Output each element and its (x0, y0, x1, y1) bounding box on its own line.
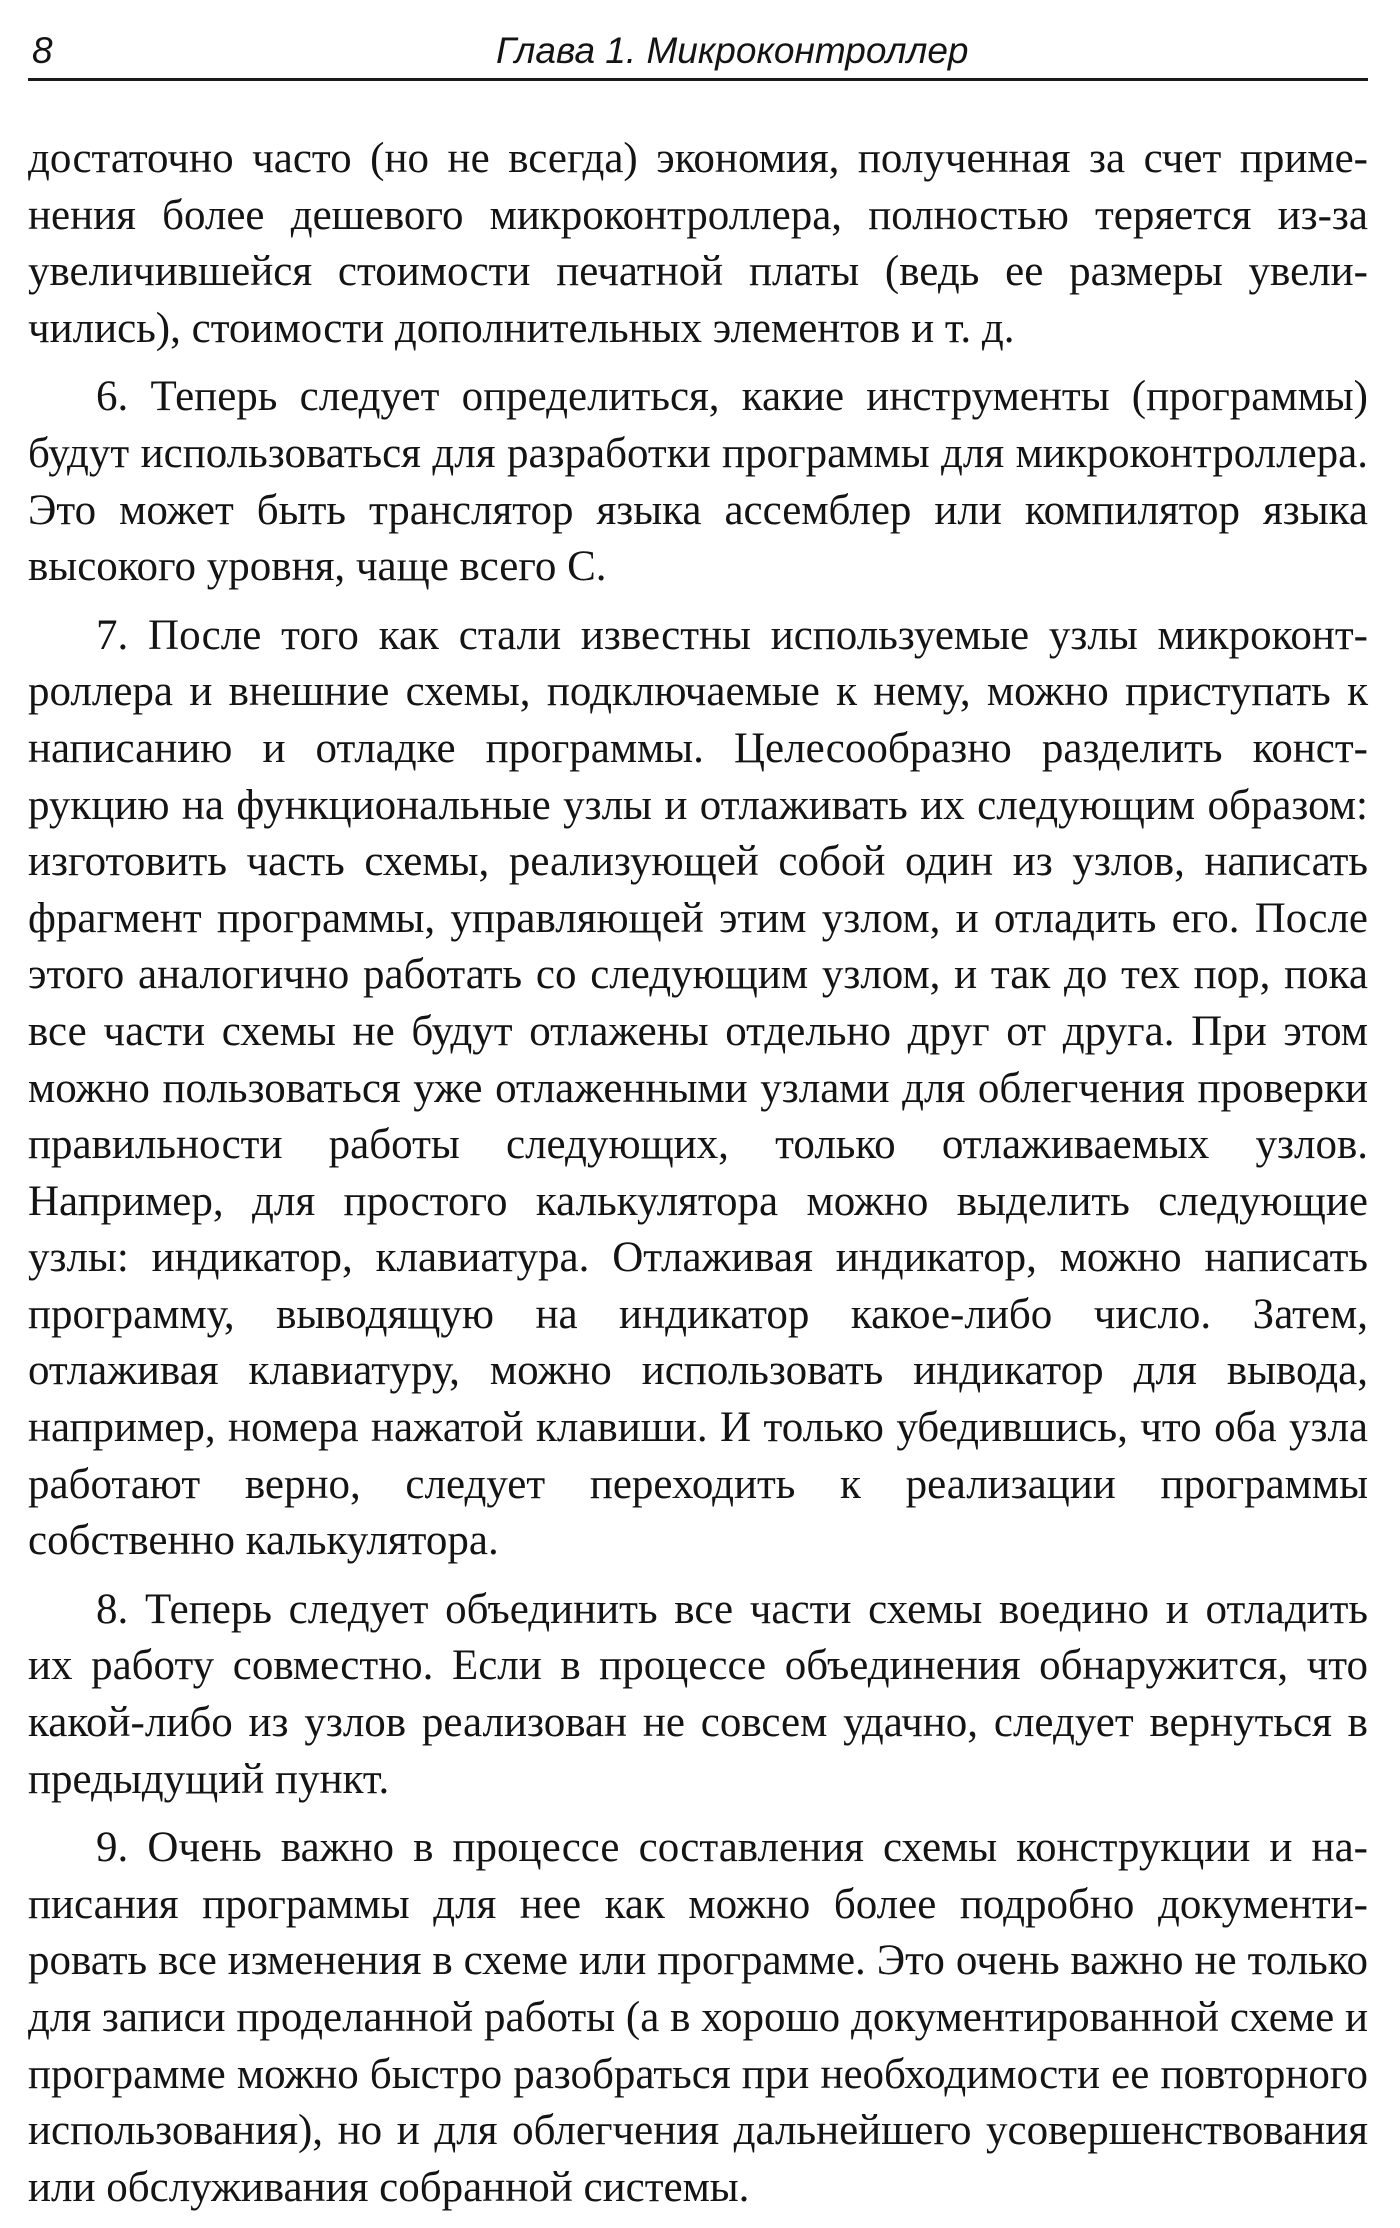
paragraph-item-9: 9. Очень важно в процессе составления схемы конструкции и написания программы для нее как можно более подробно документировать все изменения в схеме или программе. Это очень важно не только для записи проделанной работы (а в хорошо документированной схеме и программе можно быстро разобраться при необходимости ее повторного использования), но и для облегчения дальнейшего усовершенствования или обслуживания собранной системы. (28, 1824, 1368, 2211)
chapter-title: Глава 1. Микроконтроллер (496, 30, 969, 71)
book-page (28, 26, 1368, 2228)
paragraph-item-8: 8. Теперь следует объединить все части схемы воедино и отладить их работу совместно. Если в процессе объединения обнаружится, что какой-либо из узлов реализован не совсем удачно, следует вернуться в предыдущий пункт. (28, 1585, 1368, 1803)
body-text (28, 131, 1368, 2216)
page-number: 8 (32, 30, 53, 71)
running-header (28, 26, 1368, 81)
paragraph-item-7: 7. После того как стали известны используемые узлы микроконтроллера и внешние схемы, подключаемые к нему, можно приступать к написанию и отладке программы. Целесообразно разделить конструкцию на функциональные узлы и отлаживать их следующим образом: изготовить часть схемы, реализующей собой один из узлов, написать фрагмент программы, управляющей этим узлом, и отладить его. После этого аналогично работать со следующим узлом, и так до тех пор, пока все части схемы не будут отлажены отдельно друг от друга. При этом можно пользоваться уже отлаженными узлами для облегчения проверки правильности работы следующих, только отлаживаемых узлов. Например, для простого калькулятора можно выделить следующие узлы: индикатор, клавиатура. Отлаживая индикатор, можно написать программу, выводящую на индикатор какое-либо число. Затем, отлаживая клавиатуру, можно использовать индикатор для вывода, например, номера нажатой клавиши. И только убедившись, что оба узла работают верно, следует переходить к реализации программы собственно калькулятора. (28, 611, 1368, 1565)
paragraph-continued: достаточно часто (но не всегда) экономия, полученная за счет применения более дешевого микроконтроллера, полностью теряется из-за увеличившейся стоимости печатной платы (ведь ее размеры увеличились), стоимости дополнительных элементов и т. д. (28, 135, 1368, 352)
paragraph-item-6: 6. Теперь следует определиться, какие инструменты (программы) будут использоваться для разработки программы для микроконтроллера. Это может быть транслятор языка ассемблер или компилятор языка высокого уровня, чаще всего С. (28, 373, 1368, 591)
